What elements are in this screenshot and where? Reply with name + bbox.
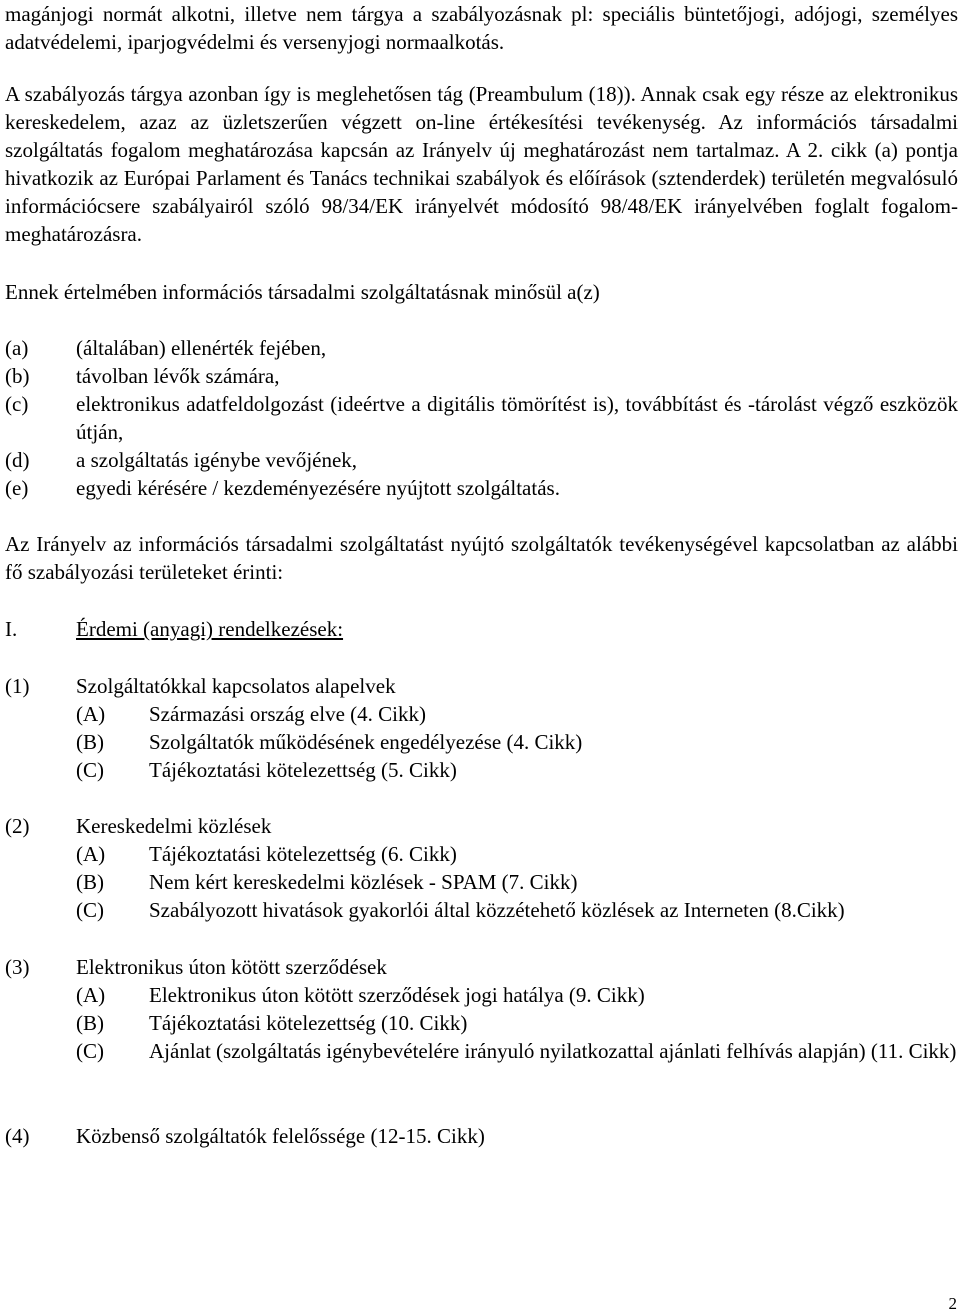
area-title: Kereskedelmi közlések xyxy=(76,814,272,838)
area-label: (4) xyxy=(5,1124,30,1148)
item-text: egyedi kérésére / kezdeményezésére nyújtott szolgáltatás. xyxy=(76,476,560,500)
definition-item xyxy=(5,334,958,362)
area-block xyxy=(5,812,958,924)
subitem-label: (A) xyxy=(76,983,106,1007)
item-label: (c) xyxy=(5,392,29,416)
area-subitem xyxy=(76,700,958,728)
definition-list xyxy=(5,334,958,502)
item-text: elektronikus adatfeldolgozást (ideértve a digitális tömörítést is), továbbítást és -tárolást végző eszközök útján, xyxy=(76,392,958,444)
area-block xyxy=(5,953,958,1065)
subitem-text: Származási ország elve (4. Cikk) xyxy=(149,702,426,726)
area-heading xyxy=(5,812,958,840)
subitem-label: (B) xyxy=(76,730,104,754)
area-subitem xyxy=(76,868,958,896)
item-text: (általában) ellenérték fejében, xyxy=(76,336,327,360)
area-heading xyxy=(5,672,958,700)
section-number: I. xyxy=(5,617,18,641)
definition-item xyxy=(5,446,958,474)
page-number: 2 xyxy=(948,1294,957,1313)
definition-item xyxy=(5,362,958,390)
item-label: (d) xyxy=(5,448,30,472)
subitem-label: (C) xyxy=(76,898,104,922)
area-subitem xyxy=(76,981,958,1009)
section-heading xyxy=(5,615,958,643)
area-subitem xyxy=(76,756,958,784)
area-block xyxy=(5,672,958,784)
item-label: (b) xyxy=(5,364,30,388)
area-label: (2) xyxy=(5,814,30,838)
subitem-text: Ajánlat (szolgáltatás igénybevételére irányuló nyilatkozattal ajánlati felhívás alapján) (11. Cikk) xyxy=(149,1039,957,1063)
subitem-text: Szolgáltatók működésének engedélyezése (4. Cikk) xyxy=(149,730,583,754)
definition-item xyxy=(5,474,958,502)
area-title: Közbenső szolgáltatók felelőssége (12-15. Cikk) xyxy=(76,1124,485,1148)
subitem-label: (C) xyxy=(76,758,104,782)
paragraph-areas-intro: Az Irányelv az információs társadalmi szolgáltatást nyújtó szolgáltatók tevékenységével kapcsolatban az alábbi fő szabályozási területeket érinti: xyxy=(5,532,958,584)
section-title: Érdemi (anyagi) rendelkezések: xyxy=(76,617,344,641)
paragraph-scope: A szabályozás tárgya azonban így is meglehetősen tág (Preambulum (18)). Annak csak egy része az elektronikus kereskedelem, azaz az üzletszerűen végzett on-line értékesítési tevékenység. Az információs társadalmi szolgáltatás fogalom meghatározása kapcsán az Irányelv új meghatározást nem tartalmaz. A 2. cikk (a) pontja hivatkozik az Európai Parlament és Tanács technikai szabályok és előírások (sztenderdek) területén megvalósuló információcsere szabályairól szóló 98/34/EK irányelvét módosító 98/48/EK irányelvében foglalt fogalom-meghatározásra. xyxy=(5,82,958,246)
subitem-label: (B) xyxy=(76,1011,104,1035)
area-block xyxy=(5,1122,958,1150)
area-label: (1) xyxy=(5,674,30,698)
area-title: Elektronikus úton kötött szerződések xyxy=(76,955,387,979)
subitem-text: Tájékoztatási kötelezettség (5. Cikk) xyxy=(149,758,457,782)
item-text: távolban lévők számára, xyxy=(76,364,280,388)
area-subitem xyxy=(76,840,958,868)
item-label: (a) xyxy=(5,336,29,360)
area-subitem xyxy=(76,728,958,756)
subitem-label: (B) xyxy=(76,870,104,894)
paragraph-intro: magánjogi normát alkotni, illetve nem tárgya a szabályozásnak pl: speciális büntetőjogi, adójogi, személyes adatvédelemi, iparjogvédelmi és versenyjogi normaalkotás. xyxy=(5,2,958,54)
item-label: (e) xyxy=(5,476,29,500)
subitem-text: Elektronikus úton kötött szerződések jogi hatálya (9. Cikk) xyxy=(149,983,645,1007)
paragraph-definition-intro: Ennek értelmében információs társadalmi szolgáltatásnak minősül a(z) xyxy=(5,280,600,304)
area-heading xyxy=(5,953,958,981)
subitem-text: Nem kért kereskedelmi közlések - SPAM (7. Cikk) xyxy=(149,870,578,894)
area-subitem xyxy=(76,1009,958,1037)
definition-item xyxy=(5,390,958,446)
area-heading xyxy=(5,1122,958,1150)
area-subitem xyxy=(76,896,958,924)
subitem-text: Tájékoztatási kötelezettség (10. Cikk) xyxy=(149,1011,468,1035)
item-text: a szolgáltatás igénybe vevőjének, xyxy=(76,448,358,472)
area-title: Szolgáltatókkal kapcsolatos alapelvek xyxy=(76,674,396,698)
area-label: (3) xyxy=(5,955,30,979)
subitem-label: (A) xyxy=(76,842,106,866)
subitem-text: Szabályozott hivatások gyakorlói által közzétehető közlések az Interneten (8.Cikk) xyxy=(149,898,845,922)
subitem-label: (A) xyxy=(76,702,106,726)
area-subitem xyxy=(76,1037,958,1065)
subitem-label: (C) xyxy=(76,1039,104,1063)
subitem-text: Tájékoztatási kötelezettség (6. Cikk) xyxy=(149,842,457,866)
